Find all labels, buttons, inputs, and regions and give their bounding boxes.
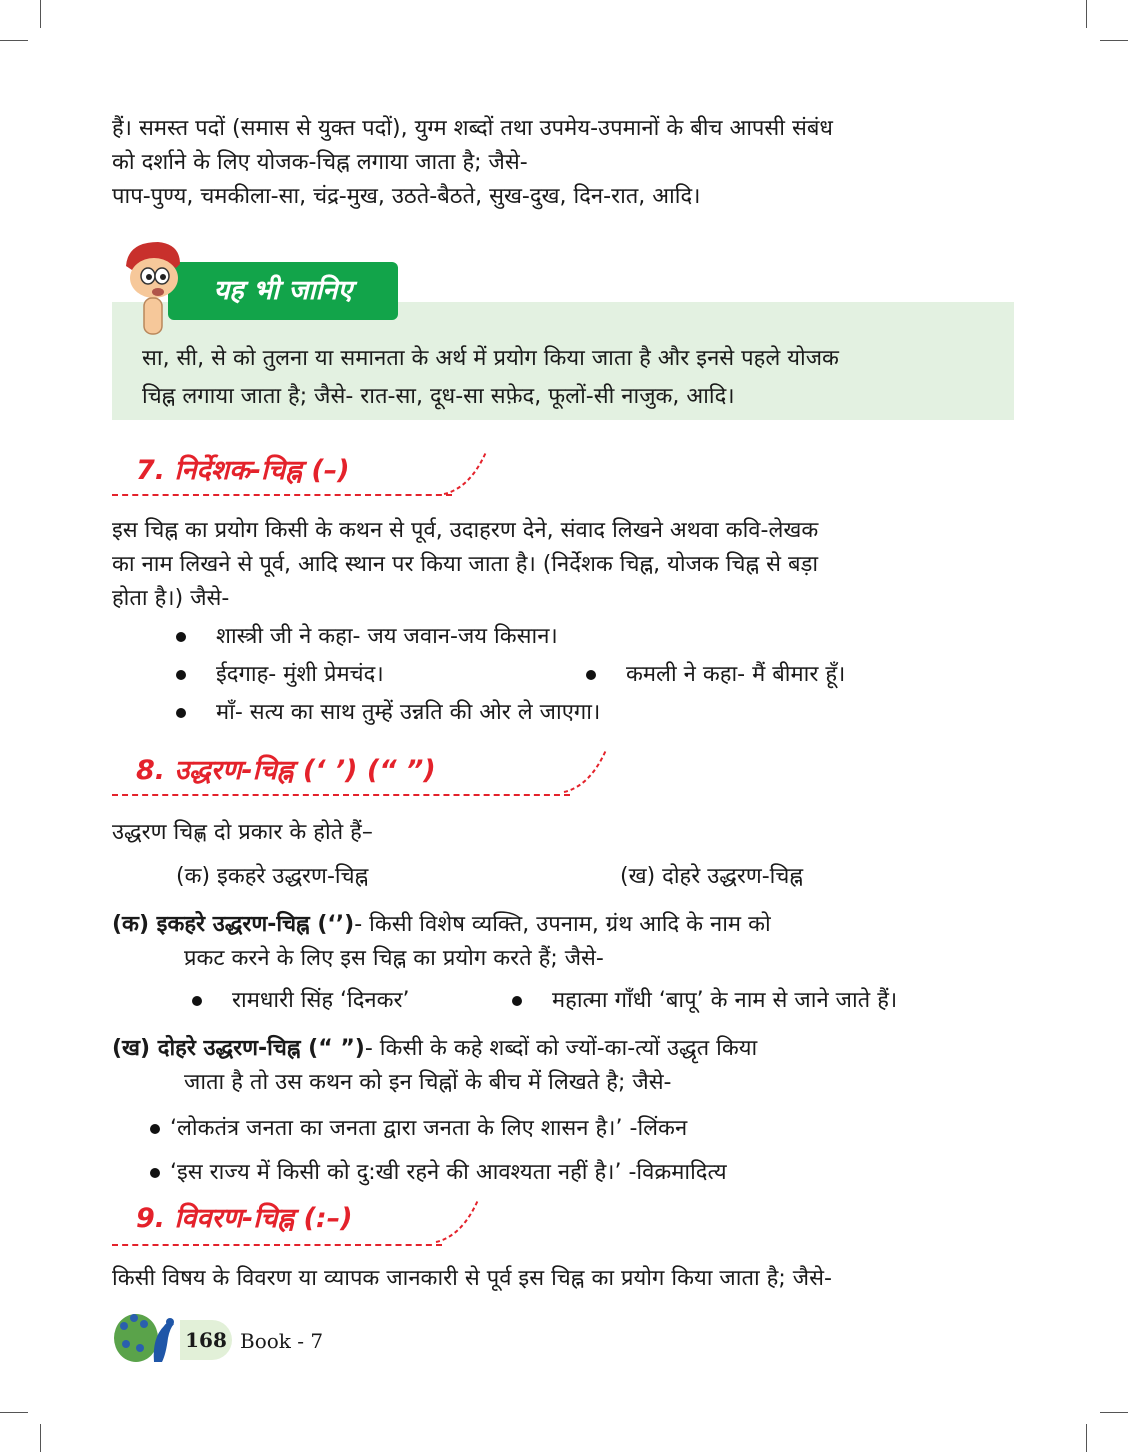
bullet-icon: [150, 1168, 160, 1178]
crop-mark: [0, 1412, 28, 1413]
list-item: [586, 658, 845, 692]
type-label: (क) इकहरे उद्धरण-चिह्न: [176, 864, 369, 889]
crop-mark: [1086, 0, 1087, 28]
heading-swoosh-icon: [432, 1196, 482, 1246]
section-heading: 8. उद्धरण-चिह्न (‘ ’) (“ ”): [136, 755, 436, 786]
list-item: [176, 658, 384, 692]
list-item-text: कमली ने कहा- मैं बीमार हूँ।: [626, 662, 846, 687]
section-heading: 9. विवरण-चिह्न (:–): [136, 1203, 353, 1234]
bullet-icon: [512, 996, 522, 1006]
ka-continuation: प्रकट करने के लिए इस चिह्न का प्रयोग करते हैं; जैसे-: [184, 946, 604, 971]
crop-mark: [1086, 1424, 1087, 1452]
list-item-text: ईदगाह- मुंशी प्रेमचंद।: [216, 662, 384, 687]
list-item-text: शास्त्री जी ने कहा- जय जवान-जय किसान।: [216, 624, 558, 649]
section-heading: 7. निर्देशक-चिह्न (–): [136, 455, 350, 486]
section7-line: इस चिह्न का प्रयोग किसी के कथन से पूर्व, उदाहरण देने, संवाद लिखने अथवा कवि-लेखक: [112, 518, 819, 543]
crop-mark: [40, 1424, 41, 1452]
note-line: चिह्न लगाया जाता है; जैसे- रात-सा, दूध-सा सफ़ेद, फूलों-सी नाजुक, आदि।: [142, 384, 735, 409]
section7-line: होता है।) जैसे-: [112, 586, 230, 611]
note-text: [142, 340, 984, 416]
section9-paragraph: किसी विषय के विवरण या व्यापक जानकारी से पूर्व इस चिह्न का प्रयोग किया जाता है; जैसे-: [112, 1266, 832, 1291]
type-label: (ख) दोहरे उद्धरण-चिह्न: [620, 864, 804, 889]
bullet-icon: [150, 1124, 160, 1134]
crop-mark: [0, 40, 28, 41]
intro-line: पाप-पुण्य, चमकीला-सा, चंद्र-मुख, उठते-बैठते, सुख-दुख, दिन-रात, आदि।: [112, 184, 701, 209]
list-item: [150, 1112, 687, 1146]
ka-definition: [112, 908, 771, 942]
list-item-text: रामधारी सिंह ‘दिनकर’: [232, 988, 410, 1013]
bullet-icon: [176, 708, 186, 718]
kha-label: (ख) दोहरे उद्धरण-चिह्न (“ ”): [112, 1036, 365, 1061]
bullet-icon: [176, 670, 186, 680]
intro-paragraph: [112, 112, 1018, 214]
heading-swoosh-icon: [560, 746, 610, 796]
peacock-icon: [112, 1304, 184, 1368]
crop-mark: [1100, 40, 1128, 41]
mascot-icon: [118, 236, 188, 336]
heading-swoosh-icon: [440, 448, 490, 498]
crop-mark: [40, 0, 41, 28]
book-label: Book - 7: [240, 1329, 324, 1353]
list-item: [176, 696, 600, 730]
list-item-text: माँ- सत्य का साथ तुम्हें उन्नति की ओर ले जाएगा।: [216, 700, 601, 725]
bullet-icon: [192, 996, 202, 1006]
page-number: 168: [180, 1320, 232, 1360]
kha-definition: [112, 1032, 757, 1066]
list-item-text: ‘लोकतंत्र जनता का जनता द्वारा जनता के लिए शासन है।’ -लिंकन: [170, 1116, 688, 1141]
ka-text: - किसी विशेष व्यक्ति, उपनाम, ग्रंथ आदि के नाम को: [354, 912, 771, 937]
crop-mark: [1100, 1412, 1128, 1413]
list-item: [176, 620, 558, 654]
section8-intro: उद्धरण चिह्ण दो प्रकार के होते हैं–: [112, 820, 373, 845]
list-item: [192, 984, 410, 1018]
section7-line: का नाम लिखने से पूर्व, आदि स्थान पर किया जाता है। (निर्देशक चिह्न, योजक चिह्न से बड़ा: [112, 552, 819, 577]
list-item: [150, 1156, 727, 1190]
list-item: [512, 984, 897, 1018]
heading-underline: [112, 494, 452, 496]
note-line: सा, सी, से को तुलना या समानता के अर्थ में प्रयोग किया जाता है और इनसे पहले योजक: [142, 346, 839, 371]
heading-underline: [112, 1244, 442, 1246]
bullet-icon: [176, 632, 186, 642]
intro-line: को दर्शाने के लिए योजक-चिह्न लगाया जाता है; जैसे-: [112, 150, 528, 175]
list-item-text: ‘इस राज्य में किसी को दु:खी रहने की आवश्यता नहीं है।’ -विक्रमादित्य: [170, 1160, 727, 1185]
bullet-icon: [586, 670, 596, 680]
ka-label: (क) इकहरे उद्धरण-चिह्न (‘’): [112, 912, 355, 937]
note-tag: यह भी जानिए: [168, 262, 398, 320]
intro-line: हैं। समस्त पदों (समास से युक्त पदों), युग्म शब्दों तथा उपमेय-उपमानों के बीच आपसी संबंध: [112, 116, 833, 141]
kha-text: - किसी के कहे शब्दों को ज्यों-का-त्यों उद्धृत किया: [364, 1036, 758, 1061]
section7-paragraph: [112, 514, 1018, 616]
kha-continuation: जाता है तो उस कथन को इन चिह्नों के बीच में लिखते है; जैसे-: [184, 1070, 672, 1095]
heading-underline: [112, 794, 570, 796]
list-item-text: महात्मा गाँधी ‘बापू’ के नाम से जाने जाते हैं।: [552, 988, 898, 1013]
